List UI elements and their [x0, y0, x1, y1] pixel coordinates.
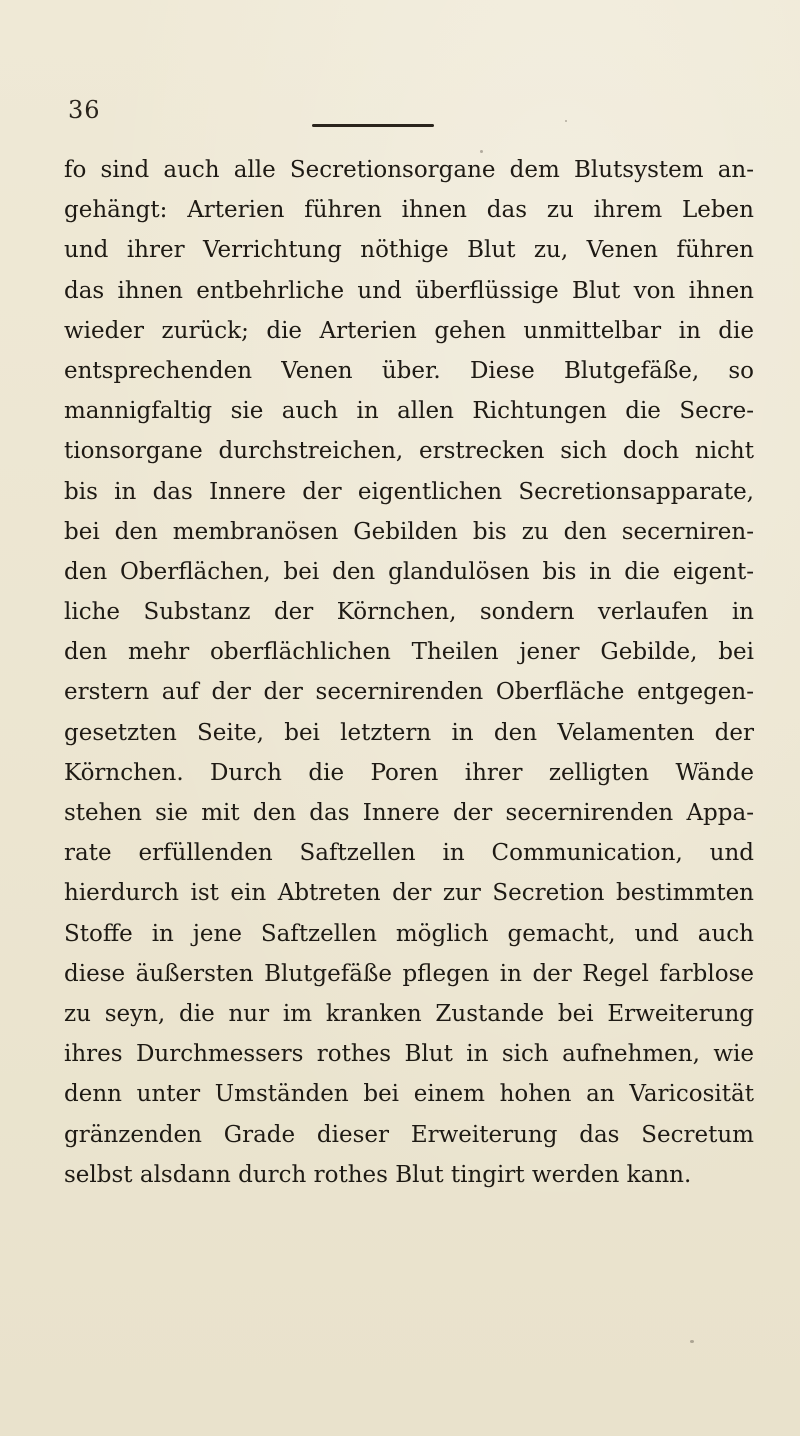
text-line: gehängt: Arterien führen ihnen das zu ihrem Leben [64, 197, 754, 224]
text-line: Körnchen. Durch die Poren ihrer zelligten Wände [64, 759, 754, 786]
text-line: bei den membranösen Gebilden bis zu den secerniren- [64, 518, 754, 545]
text-line: hierdurch ist ein Abtreten der zur Secretion bestimmten [64, 880, 754, 907]
paper-speck [565, 120, 567, 122]
text-line: rate erfüllenden Saftzellen in Communication, und [64, 840, 754, 867]
page-number: 36 [68, 96, 101, 124]
paper-speck [690, 1340, 694, 1343]
text-line: liche Substanz der Körnchen, sondern verlaufen in [64, 599, 754, 626]
text-line: diese äußersten Blutgefäße pflegen in der Regel farblose [64, 960, 754, 987]
text-line: mannigfaltig sie auch in allen Richtungen die Secre- [64, 398, 754, 425]
text-line: fo sind auch alle Secretionsorgane dem Blutsystem an- [64, 157, 754, 183]
paper-speck [480, 150, 483, 153]
text-line: gränzenden Grade dieser Erweiterung das Secretum [64, 1121, 754, 1148]
text-line: denn unter Umständen bei einem hohen an Varicosität [64, 1081, 754, 1108]
text-line: das ihnen entbehrliche und überflüssige Blut von ihnen [64, 277, 754, 304]
text-line: und ihrer Verrichtung nöthige Blut zu, Venen führen [64, 237, 754, 264]
text-line: selbst alsdann durch rothes Blut tingirt werden kann. [64, 1161, 692, 1188]
text-line: ihres Durchmessers rothes Blut in sich aufnehmen, wie [64, 1041, 754, 1068]
text-line: Stoffe in jene Saftzellen möglich gemacht, und auch [64, 920, 754, 947]
text-line: den mehr oberflächlichen Theilen jener Gebilde, bei [64, 639, 754, 666]
text-line: entsprechenden Venen über. Diese Blutgefäße, so [64, 357, 754, 384]
text-line: bis in das Innere der eigentlichen Secretionsapparate, [64, 478, 754, 505]
text-line: gesetzten Seite, bei letztern in den Velamenten der [64, 719, 754, 746]
header-rule [312, 124, 434, 127]
text-line: tionsorgane durchstreichen, erstrecken sich doch nicht [64, 438, 754, 465]
text-line: stehen sie mit den das Innere der secernirenden Appa- [64, 800, 754, 826]
text-line: zu seyn, die nur im kranken Zustande bei Erweiterung [64, 1000, 754, 1027]
text-line: erstern auf der der secernirenden Oberfläche entgegen- [64, 679, 754, 706]
body-text [64, 150, 754, 1195]
text-line: wieder zurück; die Arterien gehen unmittelbar in die [64, 317, 754, 344]
text-line: den Oberflächen, bei den glandulösen bis in die eigent- [64, 558, 754, 585]
